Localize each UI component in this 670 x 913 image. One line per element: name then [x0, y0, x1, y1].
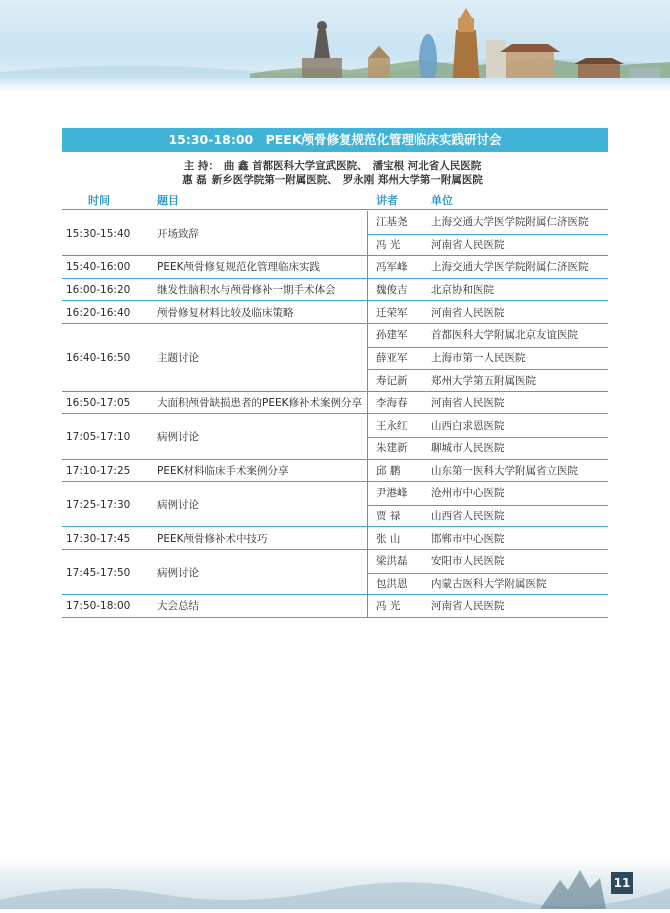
- row-topic: 病例讨论: [157, 498, 199, 511]
- column-divider: [367, 392, 368, 415]
- column-header-speaker: 讲者: [376, 194, 398, 207]
- footer-decoration: [0, 860, 670, 909]
- speaker-unit: 山西白求恩医院: [431, 419, 505, 432]
- chair-person: 罗永刚 郑州大学第一附属医院: [342, 174, 483, 186]
- speaker-unit: 安阳市人民医院: [431, 555, 505, 568]
- table-row: [62, 301, 608, 324]
- row-topic: 继发性脑积水与颅骨修补一期手术体会: [157, 284, 336, 297]
- speaker-name: 包洪恩: [376, 577, 408, 590]
- row-time: 17:25-17:30: [66, 498, 131, 511]
- chair-person: 曲 鑫 首都医科大学宣武医院、: [223, 160, 368, 172]
- speaker-name: 邱 鹏: [376, 464, 401, 477]
- row-time: 15:40-16:00: [66, 261, 131, 274]
- speaker-unit: 山东第一医科大学附属省立医院: [431, 464, 578, 477]
- speaker-unit: 北京协和医院: [431, 284, 494, 297]
- speaker-name: 冯军峰: [376, 261, 408, 274]
- speaker-unit: 上海市第一人民医院: [431, 351, 526, 364]
- speaker-unit: 郑州大学第五附属医院: [431, 374, 536, 387]
- table-row: [62, 211, 608, 256]
- row-topic: 颅骨修复材料比较及临床策略: [157, 306, 294, 319]
- speaker-name: 贾 禄: [376, 510, 401, 523]
- column-header-time: 时间: [88, 194, 110, 207]
- speaker-unit: 上海交通大学医学院附属仁济医院: [431, 261, 589, 274]
- speaker-unit: 山西省人民医院: [431, 510, 505, 523]
- row-time: 15:30-15:40: [66, 227, 131, 240]
- table-row: [62, 279, 608, 302]
- column-divider: [367, 324, 368, 392]
- column-divider: [367, 460, 368, 483]
- speaker-unit: 河南省人民医院: [431, 306, 505, 319]
- chair-person-name: 惠 磊: [182, 174, 207, 186]
- row-topic: 开场致辞: [157, 227, 199, 240]
- table-row: [62, 527, 608, 550]
- chairs-line-1: [0, 158, 670, 173]
- row-time: 17:45-17:50: [66, 566, 131, 579]
- session-time: 15:30-18:00: [168, 132, 254, 147]
- table-row: [62, 482, 608, 527]
- speaker-name: 寿记新: [376, 374, 408, 387]
- row-topic: 病例讨论: [157, 430, 199, 443]
- row-topic: PEEK颅骨修补术中技巧: [157, 532, 268, 545]
- table-row: [62, 414, 608, 459]
- speaker-name: 朱建新: [376, 442, 408, 455]
- speaker-unit: 首都医科大学附属北京友谊医院: [431, 329, 578, 342]
- speaker-name: 张 山: [376, 532, 401, 545]
- speaker-unit: 邯郸市中心医院: [431, 532, 505, 545]
- session-header: [62, 128, 608, 152]
- row-topic: 主题讨论: [157, 351, 199, 364]
- speaker-divider: [367, 347, 608, 348]
- row-time: 17:10-17:25: [66, 464, 131, 477]
- chair-person: 潘宝根 河北省人民医院: [372, 160, 482, 172]
- speaker-unit: 上海交通大学医学院附属仁济医院: [431, 216, 589, 229]
- speaker-divider: [367, 573, 608, 574]
- row-time: 17:50-18:00: [66, 600, 131, 613]
- speaker-name: 江基尧: [376, 216, 408, 229]
- row-divider: [62, 617, 608, 618]
- row-topic: PEEK材料临床手术案例分享: [157, 464, 289, 477]
- row-topic: PEEK颅骨修复规范化管理临床实践: [157, 261, 320, 274]
- row-time: 16:00-16:20: [66, 284, 131, 297]
- speaker-name: 李海春: [376, 397, 408, 410]
- row-time: 17:30-17:45: [66, 532, 131, 545]
- speaker-name: 冯 光: [376, 600, 401, 613]
- table-row: [62, 595, 608, 618]
- speaker-name: 尹港峰: [376, 487, 408, 500]
- header-rule: [62, 209, 608, 210]
- column-header-unit: 单位: [431, 194, 453, 207]
- speaker-unit: 沧州市中心医院: [431, 487, 505, 500]
- header-banner: [0, 0, 670, 92]
- speaker-name: 薛亚军: [376, 351, 408, 364]
- chairs-line-2: [0, 172, 670, 187]
- column-header-topic: 题目: [157, 194, 179, 207]
- row-time: 16:50-17:05: [66, 397, 131, 410]
- session-title: PEEK颅骨修复规范化管理临床实践研讨会: [265, 132, 502, 147]
- table-row: [62, 550, 608, 595]
- table-row: [62, 392, 608, 415]
- row-time: 16:20-16:40: [66, 306, 131, 319]
- speaker-name: 梁洪磊: [376, 555, 408, 568]
- page-number: 11: [611, 872, 633, 894]
- row-time: 16:40-16:50: [66, 351, 131, 364]
- table-row: [62, 460, 608, 483]
- row-time: 17:05-17:10: [66, 430, 131, 443]
- chairs-label: 主 持：: [183, 160, 219, 172]
- speaker-unit: 河南省人民医院: [431, 600, 505, 613]
- speaker-divider: [367, 437, 608, 438]
- row-topic: 大会总结: [157, 600, 199, 613]
- speaker-unit: 聊城市人民医院: [431, 442, 505, 455]
- speaker-name: 冯 光: [376, 238, 401, 251]
- speaker-name: 魏俊吉: [376, 284, 408, 297]
- speaker-divider: [367, 505, 608, 506]
- speaker-name: 迁荣军: [376, 306, 408, 319]
- row-topic: 病例讨论: [157, 566, 199, 579]
- speaker-divider: [367, 369, 608, 370]
- speaker-unit: 内蒙古医科大学附属医院: [431, 577, 547, 590]
- column-divider: [367, 301, 368, 324]
- chair-person: 新乡医学院第一附属医院、: [211, 174, 338, 186]
- table-row: [62, 256, 608, 279]
- footer-landscape-illustration: [0, 860, 670, 909]
- column-divider: [367, 279, 368, 302]
- speaker-name: 王永红: [376, 419, 408, 432]
- column-divider: [367, 595, 368, 618]
- row-topic: 大面积颅骨缺损患者的PEEK修补术案例分享: [157, 397, 362, 410]
- speaker-divider: [367, 234, 608, 235]
- table-row: [62, 324, 608, 392]
- speaker-name: 孙建军: [376, 329, 408, 342]
- column-divider: [367, 527, 368, 550]
- column-divider: [367, 256, 368, 279]
- speaker-unit: 河南省人民医院: [431, 397, 505, 410]
- speaker-unit: 河南省人民医院: [431, 238, 505, 251]
